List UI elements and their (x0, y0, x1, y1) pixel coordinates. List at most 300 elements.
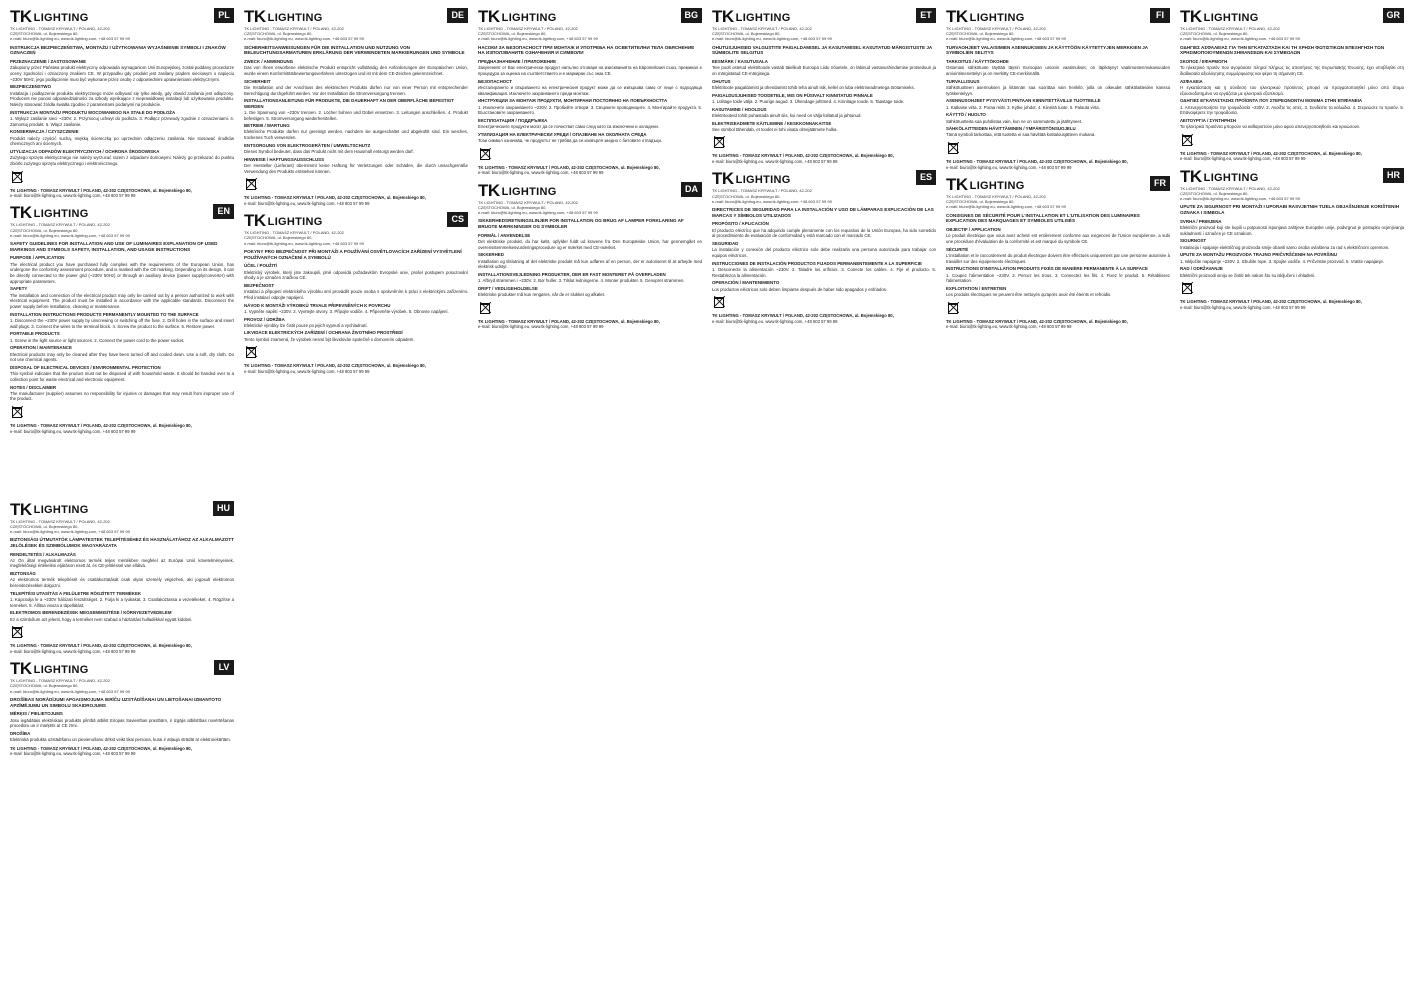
footer-contact: e-mail: biuro@tk-lighting.eu, www.tk-lighting.com, +48 603 57 99 99 (10, 428, 136, 434)
footer-company: TK LIGHTING - TOMASZ KRYWULT / POLAND, 42-202 CZĘSTOCHOWA, ul. Bojemskiego 80, (1180, 299, 1362, 305)
company-line: TK LIGHTING - TOMASZ KRYWULT / POLAND, 42-202 CZĘSTOCHOWA, ul. Bojemskiego 80, (478, 199, 578, 210)
subsection-text: Tämä symboli tarkoittaa, että tuotetta ei saa hävittää kotitalousjätteen mukana. (946, 132, 1096, 138)
subsection-heading: DRIFT / VEDLIGEHOLDELSE (478, 285, 538, 291)
subsection-text: Η εγκατάσταση και η σύνδεση του ηλεκτρικού προϊόντος μπορεί να πραγματοποιηθεί μόνο από άτομο εξουσιοδοτημένο να εργάζεται με ηλεκτρικό εξοπλισμό. (1180, 84, 1404, 96)
footer-contact: e-mail: biuro@tk-lighting.eu, www.tk-lighting.com, +48 603 57 99 99 (244, 200, 370, 206)
section-footer (946, 319, 1170, 330)
section-header (946, 176, 1170, 210)
subsection-heading: DISPOSAL OF ELECTRICAL DEVICES / ENVIRONMENTAL PROTECTION (10, 364, 161, 370)
company-contact: e-mail: biuro@tk-lighting.eu, www.tk-lighting.com, +48 603 57 99 99 (1180, 196, 1300, 202)
section-title: SIKKERHEDSRETNINGSLINJER FOR INSTALLATION OG BRUG AF LAMPER FORKLARING AF BRUGTE MÆRKNINGER OG SYMBOLER (478, 218, 684, 230)
subsection-text: 1. Isključite napajanje ~230V. 2. Izbušite rupe. 3. Spojite vodiče. 4. Pričvrstite proizvod. 5. Vratite napajanje. (1180, 258, 1385, 264)
subsection-heading: ΣΚΟΠΟΣ / ΕΦΑΡΜΟΓΗ (1180, 59, 1228, 65)
instruction-column (10, 501, 234, 994)
logo-lighting: LIGHTING (33, 11, 89, 24)
subsection-text: Electrical products may only be cleaned after they have been turned off and cooled down. Use a soft, dry cloth. Do not use chemical agents. (10, 351, 234, 363)
footer-company: TK LIGHTING - TOMASZ KRYWULT / POLAND, 42-202 CZĘSTOCHOWA, ul. Bojemskiego 80, (478, 164, 660, 170)
tk-lighting-logo (478, 8, 598, 25)
company-address (478, 200, 598, 216)
subsection-text: The electrical product you have purchased fully complies with the requirements of the European Union, has undergone the conformity assessment procedure, and is marked with the CE marking. Depending on its design, it can be directly connected to the power grid (~230V 50Hz) or through an auxiliary device (power supply/converter) with appropriate parameters. (10, 261, 234, 284)
subsection-heading: ПРЕДНАЗНАЧЕНИЕ / ПРИЛОЖЕНИЕ (478, 59, 556, 65)
subsection-heading: TURVALLISUUS (946, 78, 980, 84)
subsection-text: 1. Kapcsolja le a ~230V hálózati feszültséget. 2. Fúrja ki a lyukakat. 3. Csatlakoztassa a vezetékeket. 4. Rögzítse a terméket. 5. Állítsa vissza a tápellátást. (10, 597, 234, 608)
subsection-heading: SIGURNOST (1180, 238, 1207, 244)
section-header (244, 8, 468, 42)
company-line: TK LIGHTING - TOMASZ KRYWULT / POLAND, 42-202 CZĘSTOCHOWA, ul. Bojemskiego 80, (946, 26, 1046, 37)
language-section (10, 8, 234, 198)
footer-contact: e-mail: biuro@tk-lighting.eu, www.tk-lighting.com, +48 603 57 99 99 (946, 324, 1072, 330)
subsection-text: Този символ означава, че продуктът не трябва да се изхвърля заедно с битовите отпадъци. (478, 138, 663, 144)
subsection-heading: ELEKTRISEADMETE KÄITLEMINE / KESKKONNAKAITSE (712, 120, 832, 126)
footer-company: TK LIGHTING - TOMASZ KRYWULT / POLAND, 42-202 CZĘSTOCHOWA, ul. Bojemskiego 80, (712, 153, 894, 159)
subsection-text: Installation og tilslutning af det elektriske produkt må kun udføres af en person, der er autoriseret til at arbejde med elektrisk udstyr. (478, 258, 702, 270)
logo-tk: TK (1180, 166, 1202, 186)
language-section (10, 204, 234, 434)
subsection-text: Dieses Symbol bedeutet, dass das Produkt nicht mit dem Hausmüll entsorgt werden darf. (244, 149, 414, 155)
company-address (10, 222, 130, 238)
language-section (1180, 168, 1404, 310)
section-header (946, 8, 1170, 42)
crossed-bin-icon (946, 300, 960, 316)
section-title: CONSIGNES DE SÉCURITÉ POUR L'INSTALLATION ET L'UTILISATION DES LUMINAIRES EXPLICATION DES MARQUAGES ET SYMBOLES UTILISÉS (946, 212, 1140, 224)
subsection-heading: RAD / ODRŽAVANJE (1180, 266, 1223, 272)
company-address (946, 194, 1066, 210)
crossed-bin-icon (712, 134, 726, 150)
column-content (244, 8, 468, 380)
subsection-text: 1. Wyłącz zasilanie sieci ~230V. 2. Przymocuj uchwyt do podłoża. 3. Podłącz przewody zgodnie z oznaczeniami. 4. Zamontuj produkt. 5. Włącz zasilanie. (10, 115, 234, 127)
crossed-bin-icon (712, 294, 726, 310)
subsection-heading: EESMÄRK / KASUTUSALA (712, 59, 768, 65)
subsection-text: 1. Coupez l'alimentation ~230V. 2. Percez les trous. 3. Connectez les fils. 4. Fixez le produit. 5. Rétablissez l'alimentation. (946, 272, 1170, 284)
subsection-text: This symbol indicates that the product must not be disposed of with household waste. It should be handed over to a collection point for waste electrical and electronic equipment. (10, 371, 234, 382)
subsection-heading: ΑΣΦΑΛΕΙΑ (1180, 78, 1203, 84)
language-badge: CS (447, 212, 468, 227)
crossed-bin-icon (478, 300, 492, 316)
weee-notice (478, 300, 702, 316)
brand-block (244, 212, 364, 246)
company-address (712, 26, 832, 42)
company-address (1180, 26, 1300, 42)
company-contact: e-mail: biuro@tk-lighting.eu, www.tk-lighting.com, +48 603 57 99 99 (244, 240, 364, 246)
subsection-heading: ÚČEL / POUŽITÍ (244, 263, 277, 269)
subsection-heading: SICHERHEIT (244, 78, 271, 84)
tk-lighting-logo (946, 8, 1066, 25)
tk-lighting-logo (712, 8, 832, 25)
company-address (10, 26, 130, 42)
logo-tk: TK (10, 500, 32, 519)
subsection-heading: HINWEISE / HAFTUNGSAUSSCHLUSS (244, 156, 325, 162)
company-address (10, 678, 130, 694)
company-contact: e-mail: biuro@tk-lighting.eu, www.tk-lighting.com, +48 603 57 99 99 (478, 210, 598, 216)
footer-company: TK LIGHTING - TOMASZ KRYWULT / POLAND, 42-202 CZĘSTOCHOWA, ul. Bojemskiego 80, (10, 423, 192, 429)
subsection-heading: PURPOSE / APPLICATION (10, 255, 65, 261)
section-footer (712, 153, 936, 164)
column-content (478, 8, 702, 336)
section-footer (244, 363, 468, 374)
subsection-text: Електрическите продукти могат да се почистват само след като са изключени и охладени. (478, 124, 659, 130)
subsection-text: Az Ön által megvásárolt elektromos termék teljes mértékben megfelel az Európai Unió követelményeinek, megfelelőségi értékelési eljáráson esett át, és CE-jelöléssel van ellátva. (10, 557, 234, 569)
subsection-text: 1. Katkaise virta. 2. Poraa reiät. 3. Kytke johdot. 4. Kiinnitä tuote. 5. Palauta virta. (946, 104, 1100, 110)
subsection-heading: BETRIEB / WARTUNG (244, 123, 290, 129)
footer-contact: e-mail: biuro@tk-lighting.eu, www.tk-lighting.com, +48 603 57 99 99 (712, 158, 838, 164)
logo-tk: TK (478, 180, 500, 200)
section-title: BIZTONSÁGI ÚTMUTATÓK LÁMPATESTEK TELEPÍTÉSÉHEZ ÉS HASZNÁLATÁHOZ AZ ALKALMAZOTT JELÖLÉSEK ÉS SZIMBÓLUMOK MAGYARÁZATA (10, 537, 234, 548)
section-header (10, 8, 234, 42)
section-header (1180, 8, 1404, 42)
subsection-heading: OPERATION / MAINTENANCE (10, 345, 72, 351)
section-title: DROŠĪBAS NORĀDĪJUMI APGAISMOJUMA IERĪČU UZSTĀDĪŠANAI UN LIETOŠANAI IZMANTOTO APZĪMĒJUMU UN SIMBOLU SKAIDROJUMS (10, 696, 222, 708)
brand-block (10, 660, 130, 694)
subsection-text: Instalaciju i spajanje električnog proizvoda smije obaviti samo osoba ovlaštena za rad s električnom opremom. (1180, 244, 1390, 250)
crossed-bin-icon (10, 169, 24, 185)
section-title: INSTRUKCJA BEZPIECZEŃSTWA, MONTAŻU I UŻYTKOWANIA WYJAŚNIENIE SYMBOLI I ZNAKÓW OZNACZEŃ (10, 44, 226, 56)
language-section (712, 170, 936, 324)
subsection-text: Tento symbol znamená, že výrobek nesmí být likvidován společně s domovním odpadem. (244, 336, 415, 342)
footer-contact: e-mail: biuro@tk-lighting.eu, www.tk-lighting.com, +48 603 57 99 99 (10, 751, 136, 757)
subsection-heading: ELEKTROMOS BERENDEZÉSEK MEGSEMMISÍTÉSE / KÖRNYEZETVÉDELEM (10, 610, 172, 616)
language-badge: HR (1383, 168, 1404, 183)
subsection-text: Produkt należy czyścić suchą, miękką ściereczką po uprzednim odłączeniu zasilania. Nie stosować środków chemicznych ani ściernych. (10, 135, 234, 147)
subsection-text: Elektrické výrobky lze čistit pouze po jejich vypnutí a vychladnutí. (244, 322, 368, 328)
instruction-column (244, 8, 468, 501)
language-badge: PL (214, 8, 234, 23)
footer-contact: e-mail: biuro@tk-lighting.eu, www.tk-lighting.com, +48 603 57 99 99 (478, 324, 604, 330)
subsection-heading: LIKVIDACE ELEKTRICKÝCH ZAŘÍZENÍ / OCHRANA ŽIVOTNÍHO PROSTŘEDÍ (244, 330, 403, 336)
subsection-heading: OPERACIÓN / MANTENIMIENTO (712, 280, 780, 286)
brand-block (712, 170, 832, 204)
brand-block (10, 8, 130, 42)
logo-lighting: LIGHTING (735, 174, 791, 187)
company-line: TK LIGHTING - TOMASZ KRYWULT / POLAND, 42-202 CZĘSTOCHOWA, ul. Bojemskiego 80, (10, 222, 110, 233)
brand-block (712, 8, 832, 42)
subsection-heading: BEZPEČNOST (244, 282, 275, 288)
subsection-text: The manufacturer (supplier) assumes no responsibility for injuries or damages that may result from improper use of the product. (10, 390, 234, 402)
company-address (946, 26, 1066, 42)
subsection-heading: KASUTAMINE / HOOLDUS (712, 106, 767, 112)
brand-block (478, 8, 598, 42)
subsection-heading: ZWECK / ANWENDUNG (244, 59, 294, 65)
section-header (478, 182, 702, 216)
tk-lighting-logo (10, 8, 130, 25)
subsection-heading: PROVOZ / ÚDRŽBA (244, 316, 285, 322)
section-header (10, 660, 234, 694)
subsection-heading: SÄHKÖLAITTEIDEN HÄVITTÄMINEN / YMPÄRISTÖNSUOJELU (946, 126, 1076, 132)
section-title: POKYNY PRO BEZPEČNOST PŘI MONTÁŽI A POUŽÍVÁNÍ OSVĚTLOVACÍCH ZAŘÍZENÍ VYSVĚTLENÍ POUŽÍVANÝCH OZNAČENÍ A SYMBOLŮ (244, 248, 462, 260)
logo-tk: TK (10, 659, 32, 679)
company-contact: e-mail: biuro@tk-lighting.eu, www.tk-lighting.com, +48 603 57 99 99 (478, 36, 598, 42)
subsection-heading: SVRHA / PRIMJENA (1180, 218, 1222, 224)
subsection-heading: ENTSORGUNG VON ELEKTROGERÄTEN / UMWELTSCHUTZ (244, 142, 371, 148)
language-section (946, 8, 1170, 170)
instruction-column (946, 8, 1170, 501)
subsection-text: Der Hersteller (Lieferant) übernimmt keine Haftung für Verletzungen oder Schäden, die durch unsachgemäße Verwendung des Produkts entstehen können. (244, 163, 468, 174)
logo-tk: TK (244, 8, 266, 26)
column-content (946, 8, 1170, 336)
footer-company: TK LIGHTING - TOMASZ KRYWULT / POLAND, 42-202 CZĘSTOCHOWA, ul. Bojemskiego 80, (10, 643, 192, 649)
subsection-text: 1. Desconecte la alimentación ~230V. 2. Taladre los orificios. 3. Conecte los cables. 4. Fije el producto. 5. Restablezca la alimentación. (712, 266, 936, 278)
logo-tk: TK (712, 8, 734, 26)
section-footer (1180, 299, 1404, 310)
section-footer (10, 746, 234, 757)
weee-notice (10, 404, 234, 420)
logo-tk: TK (712, 169, 734, 189)
crossed-bin-icon (1180, 132, 1194, 148)
logo-lighting: LIGHTING (33, 664, 89, 677)
footer-company: TK LIGHTING - TOMASZ KRYWULT / POLAND, 42-202 CZĘSTOCHOWA, ul. Bojemskiego 80, (946, 159, 1128, 165)
section-footer (10, 188, 234, 199)
crossed-bin-icon (244, 344, 258, 360)
section-title: DIRECTRICES DE SEGURIDAD PARA LA INSTALACIÓN Y USO DE LÁMPARAS EXPLICACIÓN DE LAS MARCAS Y SÍMBOLOS UTILIZADOS (712, 206, 934, 218)
company-line: TK LIGHTING - TOMASZ KRYWULT / POLAND, 42-202 CZĘSTOCHOWA, ul. Bojemskiego 80, (1180, 26, 1280, 37)
section-header (712, 170, 936, 204)
footer-company: TK LIGHTING - TOMASZ KRYWULT / POLAND, 42-202 CZĘSTOCHOWA, ul. Bojemskiego 80, (712, 313, 894, 319)
subsection-heading: SEGURIDAD (712, 241, 739, 247)
logo-lighting: LIGHTING (33, 208, 89, 221)
brand-block (1180, 8, 1300, 42)
company-line: TK LIGHTING - TOMASZ KRYWULT / POLAND, 42-202 CZĘSTOCHOWA, ul. Bojemskiego 80, (244, 26, 344, 37)
language-badge: ES (916, 170, 936, 185)
language-badge: DA (681, 182, 702, 197)
subsection-heading: PAIGALDUSJUHISED TOODETELE, MIS ON PÜSIVALT KINNITATUD PINNALE (712, 92, 873, 98)
instruction-column (712, 8, 936, 501)
subsection-text: Το ηλεκτρικό προϊόν που αγοράσατε πληροί πλήρως τις απαιτήσεις της Ευρωπαϊκής Ένωσης, έχει υποβληθεί στη διαδικασία αξιολόγησης συμμόρφωσης και φέρει τη σήμανση CE. (1180, 65, 1404, 76)
tk-lighting-logo (10, 501, 130, 518)
footer-company: TK LIGHTING - TOMASZ KRYWULT / POLAND, 42-202 CZĘSTOCHOWA, ul. Bojemskiego 80, (478, 318, 660, 324)
brand-block (946, 8, 1066, 42)
tk-lighting-logo (712, 170, 832, 187)
subsection-heading: ΛΕΙΤΟΥΡΓΙΑ / ΣΥΝΤΗΡΗΣΗ (1180, 117, 1237, 123)
subsection-heading: TELEPÍTÉSI UTASÍTÁS A FELÜLETRE RÖGZÍTETT TERMÉKEK (10, 590, 142, 596)
subsection-text: Jūsu iegādātais elektriskais produkts pilnībā atbilst Eiropas Savienības prasībām, ir izgājis atbilstības novērtēšanas procedūru un ir marķēts ar CE zīmi. (10, 717, 234, 729)
section-footer (946, 159, 1170, 170)
subsection-heading: FORMÅL / ANVENDELSE (478, 232, 531, 238)
subsection-text: Elektrický výrobek, který jste zakoupili, plně odpovídá požadavkům Evropské unie, prošel postupem posuzování shody a je označen značkou CE. (244, 269, 468, 281)
language-badge: EN (213, 204, 234, 219)
weee-notice (946, 300, 1170, 316)
language-badge: BG (681, 8, 703, 23)
brand-block (244, 8, 364, 42)
crossed-bin-icon (946, 140, 960, 156)
company-line: TK LIGHTING - TOMASZ KRYWULT / POLAND, 42-202 CZĘSTOCHOWA, ul. Bojemskiego 80, (712, 26, 812, 37)
subsection-heading: ASENNUSOHJEET PYSYVÄSTI PINTAAN KIINNITETTÄVILLE TUOTTEILLE (946, 98, 1101, 104)
footer-company: TK LIGHTING - TOMASZ KRYWULT / POLAND, 42-202 CZĘSTOCHOWA, ul. Bojemskiego 80, (10, 745, 192, 751)
subsection-heading: UTYLIZACJA ODPADÓW ELEKTRYCZNYCH / OCHRONA ŚRODOWISKA (10, 148, 160, 154)
subsection-text: El producto eléctrico que ha adquirido cumple plenamente con los requisitos de la Unión Europea, ha sido sometido al procedimiento de evaluación de conformidad y está marcado con el marcado CE. (712, 227, 936, 239)
company-contact: e-mail: biuro@tk-lighting.eu, www.tk-lighting.com, +48 603 57 99 99 (712, 36, 832, 42)
crossed-bin-icon (478, 146, 492, 162)
language-section (10, 660, 234, 757)
subsection-heading: BIZTONSÁG (10, 571, 36, 577)
logo-lighting: LIGHTING (501, 11, 557, 24)
subsection-text: 1. Vypněte napětí ~230V. 2. Vyvrtejte otvory. 3. Připojte vodiče. 4. Připevněte výrobek. 5. Obnovte napájení. (244, 308, 449, 314)
weee-notice (244, 344, 468, 360)
footer-contact: e-mail: biuro@tk-lighting.eu, www.tk-lighting.com, +48 603 57 99 99 (1180, 304, 1306, 310)
logo-lighting: LIGHTING (1203, 171, 1259, 184)
subsection-heading: NOTES / DISCLAIMER (10, 384, 57, 390)
subsection-text: Le produit électrique que vous avez acheté est entièrement conforme aux exigences de l'Union européenne, a subi une procédure d'évaluation de la conformité et est marqué du symbole CE. (946, 233, 1170, 245)
subsection-heading: PROPÓSITO / APLICACIÓN (712, 221, 769, 227)
subsection-heading: SAFETY (10, 286, 28, 292)
weee-notice (478, 146, 702, 162)
section-footer (244, 195, 468, 206)
weee-notice (10, 169, 234, 185)
logo-lighting: LIGHTING (33, 504, 89, 517)
company-line: TK LIGHTING - TOMASZ KRYWULT / POLAND, 42-202 CZĘSTOCHOWA, ul. Bojemskiego 80, (10, 26, 110, 37)
section-title: НАСОКИ ЗА БЕЗОПАСНОСТ ПРИ МОНТАЖ И УПОТРЕБА НА ОСВЕТИТЕЛНИ ТЕЛА ОБЯСНЕНИЕ НА ИЗПОЛЗВАНИТЕ ОЗНАЧЕНИЯ И СИМВОЛИ (478, 44, 695, 56)
footer-contact: e-mail: biuro@tk-lighting.eu, www.tk-lighting.com, +48 603 57 99 99 (946, 164, 1072, 170)
logo-lighting: LIGHTING (969, 11, 1025, 24)
subsection-heading: УТИЛИЗАЦИЯ НА ЕЛЕКТРИЧЕСКИ УРЕДИ / ОПАЗВАНЕ НА ОКОЛНАТА СРЕДА (478, 131, 647, 137)
footer-company: TK LIGHTING - TOMASZ KRYWULT / POLAND, 42-202 CZĘSTOCHOWA, ul. Bojemskiego 80, (946, 318, 1128, 324)
language-badge: LV (214, 660, 234, 675)
subsection-text: Ez a szimbólum azt jelenti, hogy a terméket nem szabad a háztartási hulladékkal együtt kidobni. (10, 616, 193, 622)
section-footer (478, 319, 702, 330)
footer-contact: e-mail: biuro@tk-lighting.eu, www.tk-lighting.com, +48 603 57 99 99 (712, 318, 838, 324)
logo-lighting: LIGHTING (1203, 11, 1259, 24)
subsection-text: Instalaci a připojení elektrického výrobku smí provádět pouze osoba s oprávněním k práci s elektrickými zařízeními. Před instalací odpojte napájení. (244, 289, 468, 300)
weee-notice (10, 624, 234, 640)
subsection-heading: UPUTE ZA MONTAŽU PROIZVODA TRAJNO PRIČVRŠĆENIH NA POVRŠINU (1180, 252, 1338, 258)
subsection-heading: SIKKERHED (478, 252, 504, 258)
subsection-text: Teie poolt ostetud elektritoode vastab täielikult Euroopa Liidu nõuetele, on läbinud vastavushindamise protseduuri ja on märgistatud CE-märgisega. (712, 65, 936, 76)
subsection-heading: OHUTUS (712, 78, 731, 84)
footer-contact: e-mail: biuro@tk-lighting.eu, www.tk-lighting.com, +48 603 57 99 99 (244, 368, 370, 374)
section-title: SAFETY GUIDELINES FOR INSTALLATION AND USE OF LUMINAIRES EXPLANATION OF USED MARKINGS AND SYMBOLS SAFETY, INSTALLATION, AND USAGE INSTRUCTIONS (10, 240, 218, 252)
tk-lighting-logo (946, 176, 1066, 193)
language-badge: ET (916, 8, 936, 23)
company-line: TK LIGHTING - TOMASZ KRYWULT / POLAND, 42-202 CZĘSTOCHOWA, ul. Bojemskiego 80, (712, 188, 812, 199)
logo-tk: TK (244, 211, 266, 231)
subsection-heading: ИНСТРУКЦИИ ЗА МОНТАЖ ПРОДУКТИ, МОНТИРАНИ ПОСТОЯННО НА ПОВЪРХНОСТТА (478, 98, 668, 104)
subsection-text: L'installation et le raccordement du produit électrique doivent être effectués uniquement par une personne autorisée à travailler sur des équipements électriques. (946, 252, 1170, 264)
crossed-bin-icon (1180, 280, 1194, 296)
crossed-bin-icon (10, 624, 24, 640)
subsection-text: 1. Screw in the light source or light sources. 2. Connect the power cord to the power socket. (10, 337, 185, 343)
company-line: TK LIGHTING - TOMASZ KRYWULT / POLAND, 42-202 CZĘSTOCHOWA, ul. Bojemskiego 80, (946, 194, 1046, 205)
footer-company: TK LIGHTING - TOMASZ KRYWULT / POLAND, 42-202 CZĘSTOCHOWA, ul. Bojemskiego 80, (1180, 150, 1362, 156)
company-address (244, 230, 364, 246)
subsection-text: 1. Disconnect the ~230V power supply by unscrewing or switching off the fuse. 2. Drill holes in the surface and insert wall plugs. 3. Connect the wires to the terminal block. 4. Screw the product to the surface. 5. Restore power. (10, 317, 234, 329)
subsection-text: Det elektriske produkt, du har købt, opfylder fuldt ud kravene fra Den Europæiske Union, har gennemgået en overensstemmelsesvurderingsprocedure og er mærket med CE-mærket. (478, 239, 702, 250)
subsection-heading: INSTALLATION INSTRUCTIONS PRODUCTS PERMANENTLY MOUNTED TO THE SURFACE (10, 311, 199, 317)
subsection-text: 1. Afbryd strømmen i ~230V. 2. Bor huller. 3. Tilslut ledningerne. 4. Monter produktet. 5. Genopret strømmen. (478, 278, 685, 284)
company-line: TK LIGHTING - TOMASZ KRYWULT / POLAND, 42-202 CZĘSTOCHOWA, ul. Bojemskiego 80, (478, 26, 578, 37)
logo-lighting: LIGHTING (969, 179, 1025, 192)
subsection-text: Električni proizvodi smiju se čistiti tek nakon što su isključeni i ohlađeni. (1180, 272, 1316, 278)
subsection-text: Τα ηλεκτρικά προϊόντα μπορούν να καθαριστούν μόνο αφού απενεργοποιηθούν και κρυώσουν. (1180, 124, 1361, 130)
section-header (712, 8, 936, 42)
subsection-text: 1. Изключете захранването ~230V. 2. Пробийте отвори. 3. Свържете проводниците. 4. Монтирайте продукта. 5. Възстановете захранването. (478, 104, 702, 116)
instruction-column (1180, 8, 1404, 501)
language-section (10, 501, 234, 655)
tk-lighting-logo (244, 212, 364, 229)
subsection-text: 1. Απενεργοποιήστε την τροφοδοσία ~230V. 2. Ανοίξτε τις οπές. 3. Συνδέστε τα καλώδια. 4. Στερεώστε το προϊόν. 5. Επαναφέρετε την τροφοδοσία. (1180, 104, 1404, 116)
footer-contact: e-mail: biuro@tk-lighting.eu, www.tk-lighting.com, +48 603 57 99 99 (10, 192, 136, 198)
company-contact: e-mail: biuro@tk-lighting.eu, www.tk-lighting.com, +48 603 57 99 99 (712, 198, 832, 204)
subsection-text: 1. Lülitage toide välja. 2. Puurige augud. 3. Ühendage juhtmed. 4. Kinnitage toode. 5. Taastage toide. (712, 98, 905, 104)
logo-lighting: LIGHTING (267, 11, 323, 24)
language-badge: HU (213, 501, 234, 516)
column-content (10, 8, 234, 440)
company-contact: e-mail: biuro@tk-lighting.eu, www.tk-lighting.com, +48 603 57 99 99 (1180, 36, 1300, 42)
tk-lighting-logo (1180, 8, 1300, 25)
crossed-bin-icon (10, 404, 24, 420)
subsection-text: La instalación y conexión del producto eléctrico solo debe realizarla una persona autorizada para trabajar con equipos eléctricos. (712, 247, 936, 258)
subsection-heading: БЕЗОПАСНОСТ (478, 78, 512, 84)
weee-notice (244, 176, 468, 192)
instruction-column (10, 8, 234, 501)
section-header (10, 204, 234, 238)
company-contact: e-mail: biuro@tk-lighting.eu, www.tk-lighting.com, +48 603 57 99 99 (10, 528, 130, 534)
brand-block (478, 182, 598, 216)
subsection-heading: INSTRUCTIONS D'INSTALLATION PRODUITS FIXÉS DE MANIÈRE PERMANENTE À LA SURFACE (946, 266, 1148, 272)
brand-block (10, 204, 130, 238)
subsection-text: Az elektromos termék telepítését és csatlakoztatását csak olyan személy végezheti, aki jogosult elektromos berendezésekkel dolgozni. (10, 577, 234, 589)
subsection-text: Zakupiony przez Państwa produkt elektryczny odpowiada wymaganiom Unii Europejskiej, został poddany procedurze oceny zgodności i oznaczony znakiem CE. W przypadku gdy produkt jest zasilany prądem sieciowym o napięciu ~230V 50Hz, jego podłączenie musi być wykonane przez osobę z odpowiednimi uprawnieniami elektrycznymi. (10, 65, 234, 82)
subsection-heading: KÄYTTÖ / HUOLTO (946, 112, 986, 118)
subsection-text: Elektritooteid tohib puhastada ainult siis, kui need on välja lülitatud ja jahtunud. (712, 112, 862, 118)
section-header (478, 8, 702, 42)
company-contact: e-mail: biuro@tk-lighting.eu, www.tk-lighting.com, +48 603 57 99 99 (244, 36, 364, 42)
language-badge: FI (1150, 8, 1170, 23)
section-title: SICHERHEITSANWEISUNGEN FÜR DIE INSTALLATION UND NUTZUNG VON BELEUCHTUNGSARMATUREN ERKLÄRUNG DER VERWENDETEN MARKIERUNGEN UND SYMBOLE (244, 44, 465, 56)
tk-lighting-logo (10, 660, 130, 677)
subsection-heading: RENDELTETÉS / ALKALMAZÁS (10, 551, 76, 557)
subsection-text: Elektriskā produkta uzstādīšanu un pievienošanu drīkst veikt tikai persona, kurai ir atļauja strādāt ar elektroiekārtām. (10, 737, 231, 743)
footer-contact: e-mail: biuro@tk-lighting.eu, www.tk-lighting.com, +48 603 57 99 99 (1180, 156, 1306, 162)
company-contact: e-mail: biuro@tk-lighting.eu, www.tk-lighting.com, +48 603 57 99 99 (946, 36, 1066, 42)
section-title: OHUTUSJUHISED VALGUSTITE PAIGALDAMISEL JA KASUTAMISEL KASUTATUD MÄRGISTUSTE JA SÜMBOLITE SELGITUS (712, 44, 933, 56)
tk-lighting-logo (478, 182, 598, 199)
subsection-heading: SÉCURITÉ (946, 246, 969, 252)
subsection-text: Zużytego sprzętu elektrycznego nie należy wyrzucać razem z odpadami domowymi. Należy go przekazać do punktu zbiórki zużytego sprzętu elektrycznego i elektronicznego. (10, 155, 234, 166)
subsection-text: Les produits électriques ne peuvent être nettoyés qu'après avoir été éteints et refroidis. (946, 292, 1112, 298)
subsection-heading: PRZEZNACZENIE / ZASTOSOWANIE (10, 59, 87, 65)
company-contact: e-mail: biuro@tk-lighting.eu, www.tk-lighting.com, +48 603 57 99 99 (10, 232, 130, 238)
subsection-heading: INSTALLATIONSANLEITUNG FÜR PRODUKTE, DIE DAUERHAFT AN DER OBERFLÄCHE BEFESTIGT WERDEN (244, 98, 454, 109)
language-section (244, 8, 468, 206)
company-line: TK LIGHTING - TOMASZ KRYWULT / POLAND, 42-202 CZĘSTOCHOWA, ul. Bojemskiego 80, (244, 230, 344, 241)
subsection-text: Sähkötuotteen asennuksen ja liitännän saa suorittaa vain henkilö, jolla on oikeudet sähkölaitteiden kanssa työskentelyyn. (946, 84, 1170, 96)
subsection-text: Sähkötuotteita saa puhdistaa vain, kun ne on sammutettu ja jäähtyneet. (946, 118, 1083, 124)
brand-block (10, 501, 130, 535)
language-section (478, 182, 702, 330)
subsection-heading: INSTALLATIONSVEJLEDNING PRODUKTER, DER ER FAST MONTERET PÅ OVERFLADEN (478, 272, 666, 277)
section-title: UPUTE ZA SIGURNOST PRI MONTAŽI I UPORABI RASVJETNIH TIJELA OBJAŠNJENJE KORIŠTENIH OZNAKA I SIMBOLA (1180, 204, 1400, 216)
logo-tk: TK (478, 8, 500, 26)
subsection-text: Elektriske produkter må kun rengøres, når de er slukket og afkølet. (478, 292, 606, 298)
subsection-text: Закупеният от Вас електрически продукт напълно отговаря на изискванията на Европейския съюз, преминал е процедура за оценка на съответствието и е маркиран със знак CE. (478, 65, 702, 76)
company-address (712, 188, 832, 204)
company-address (10, 519, 130, 535)
footer-contact: e-mail: biuro@tk-lighting.eu, www.tk-lighting.com, +48 603 57 99 99 (10, 648, 136, 654)
instruction-column (478, 8, 702, 501)
subsection-text: Instalacja i podłączenie produktu elektrycznego może odbywać się tylko wtedy, gdy obwód zasilania jest odłączony. Producent nie ponosi odpowiedzialności za szkody wynikające z nieprawidłowej instalacji lub użytkowania produktu. Należy stosować źródła światła zgodnie z parametrami podanymi na produkcie. (10, 90, 234, 107)
subsection-text: 1. Die Spannung von ~230V trennen. 2. Löcher bohren und Dübel einsetzen. 3. Leitungen anschließen. 4. Produkt befestigen. 5. Stromversorgung wiederherstellen. (244, 109, 468, 121)
section-footer (1180, 151, 1404, 162)
logo-tk: TK (10, 203, 32, 223)
weee-notice (712, 134, 936, 150)
company-contact: e-mail: biuro@tk-lighting.eu, www.tk-lighting.com, +48 603 57 99 99 (946, 204, 1066, 210)
tk-lighting-logo (10, 204, 130, 221)
company-address (478, 26, 598, 42)
subsection-heading: NÁVOD K MONTÁŽI VÝROBKŮ TRVALE PŘIPEVNĚNÝCH K POVRCHU (244, 302, 391, 308)
language-section (946, 176, 1170, 330)
section-header (10, 501, 234, 535)
language-section (244, 212, 468, 374)
section-title: ΟΔΗΓΙΕΣ ΑΣΦΑΛΕΙΑΣ ΓΙΑ ΤΗΝ ΕΓΚΑΤΑΣΤΑΣΗ ΚΑΙ ΤΗ ΧΡΗΣΗ ΦΩΤΙΣΤΙΚΩΝ ΕΠΕΞΗΓΗΣΗ ΤΩΝ ΧΡΗΣΙΜΟΠΟΙΟΥΜΕΝΩΝ ΣΗΜΑΝΣΕΩΝ ΚΑΙ ΣΥΜΒΟΛΩΝ (1180, 44, 1385, 56)
subsection-heading: BEZPIECZEŃSTWO (10, 84, 51, 90)
